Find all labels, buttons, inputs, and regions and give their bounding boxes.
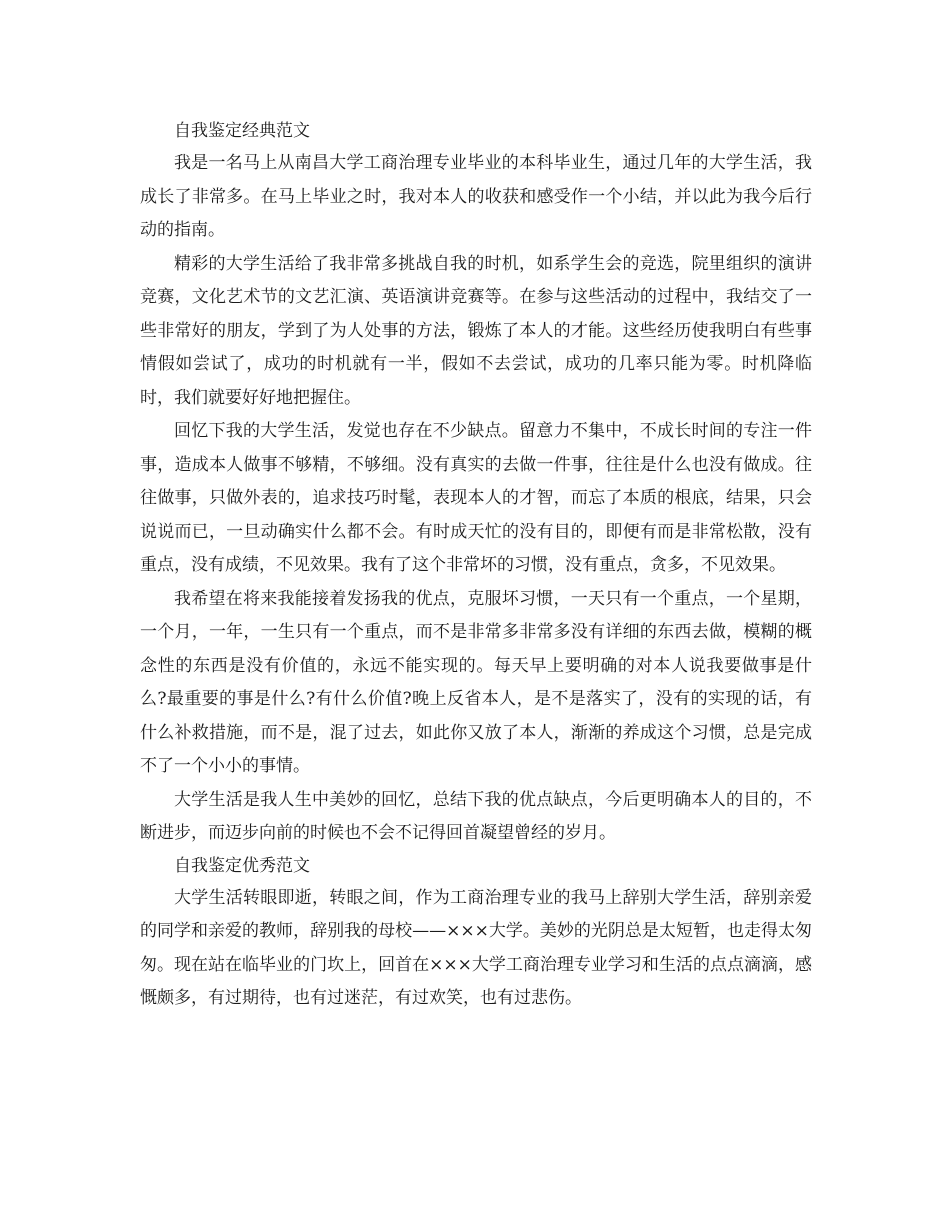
paragraph-conclusion: 大学生活是我人生中美妙的回忆，总结下我的优点缺点，今后更明确本人的目的，不断进步，而迈步向前的时候也不会不记得回首凝望曾经的岁月。 [140,789,812,843]
section-heading-excellent: 自我鉴定优秀范文 [174,855,310,876]
paragraph-intro: 我是一名马上从南昌大学工商治理专业毕业的本科毕业生，通过几年的大学生活，我成长了非常多。在马上毕业之时，我对本人的收获和感受作一个小结，并以此为我今后行动的指南。 [140,153,812,240]
paragraph-activities: 精彩的大学生活给了我非常多挑战自我的时机，如系学生会的竞选，院里组织的演讲竞赛，文化艺术节的文艺汇演、英语演讲竞赛等。在参与这些活动的过程中，我结交了一些非常好的朋友，学到了为人处事的方法，锻炼了本人的才能。这些经历使我明白有些事情假如尝试了，成功的时机就有一半，假如不去尝试，成功的几率只能为零。时机降临时，我们就要好好地把握住。 [140,253,812,408]
paragraph-graduation: 大学生活转眼即逝，转眼之间，作为工商治理专业的我马上辞别大学生活，辞别亲爱的同学和亲爱的教师，辞别我的母校——×××大学。美妙的光阴总是太短暂，也走得太匆匆。现在站在临毕业的门坎上，回首在×××大学工商治理专业学习和生活的点点滴滴，感慨颇多，有过期待，也有过迷茫，有过欢笑，也有过悲伤。 [140,887,812,1008]
paragraph-shortcomings: 回忆下我的大学生活，发觉也存在不少缺点。留意力不集中，不成长时间的专注一件事，造成本人做事不够精，不够细。没有真实的去做一件事，往往是什么也没有做成。往往做事，只做外表的，追求技巧时髦，表现本人的才智，而忘了本质的根底，结果，只会说说而已，一旦动确实什么都不会。有时成天忙的没有目的，即便有而是非常松散，没有重点，没有成绩，不见效果。我有了这个非常坏的习惯，没有重点，贪多，不见效果。 [140,421,812,575]
section-heading-classic: 自我鉴定经典范文 [174,121,310,141]
document-body [140,116,812,1016]
paragraph-hopes: 我希望在将来我能接着发扬我的优点，克服坏习惯，一天只有一个重点，一个星期，一个月，一年，一生只有一个重点，而不是非常多非常多没有详细的东西去做，模糊的概念性的东西是没有价值的，永远不能实现的。每天早上要明确的对本人说我要做事是什么?最重要的事是什么?有什么价值?晚上反省本人，是不是落实了，没有的实现的话，有什么补救措施，而不是，混了过去，如此你又放了本人，渐渐的养成这个习惯，总是完成不了一个小小的事情。 [140,588,812,776]
